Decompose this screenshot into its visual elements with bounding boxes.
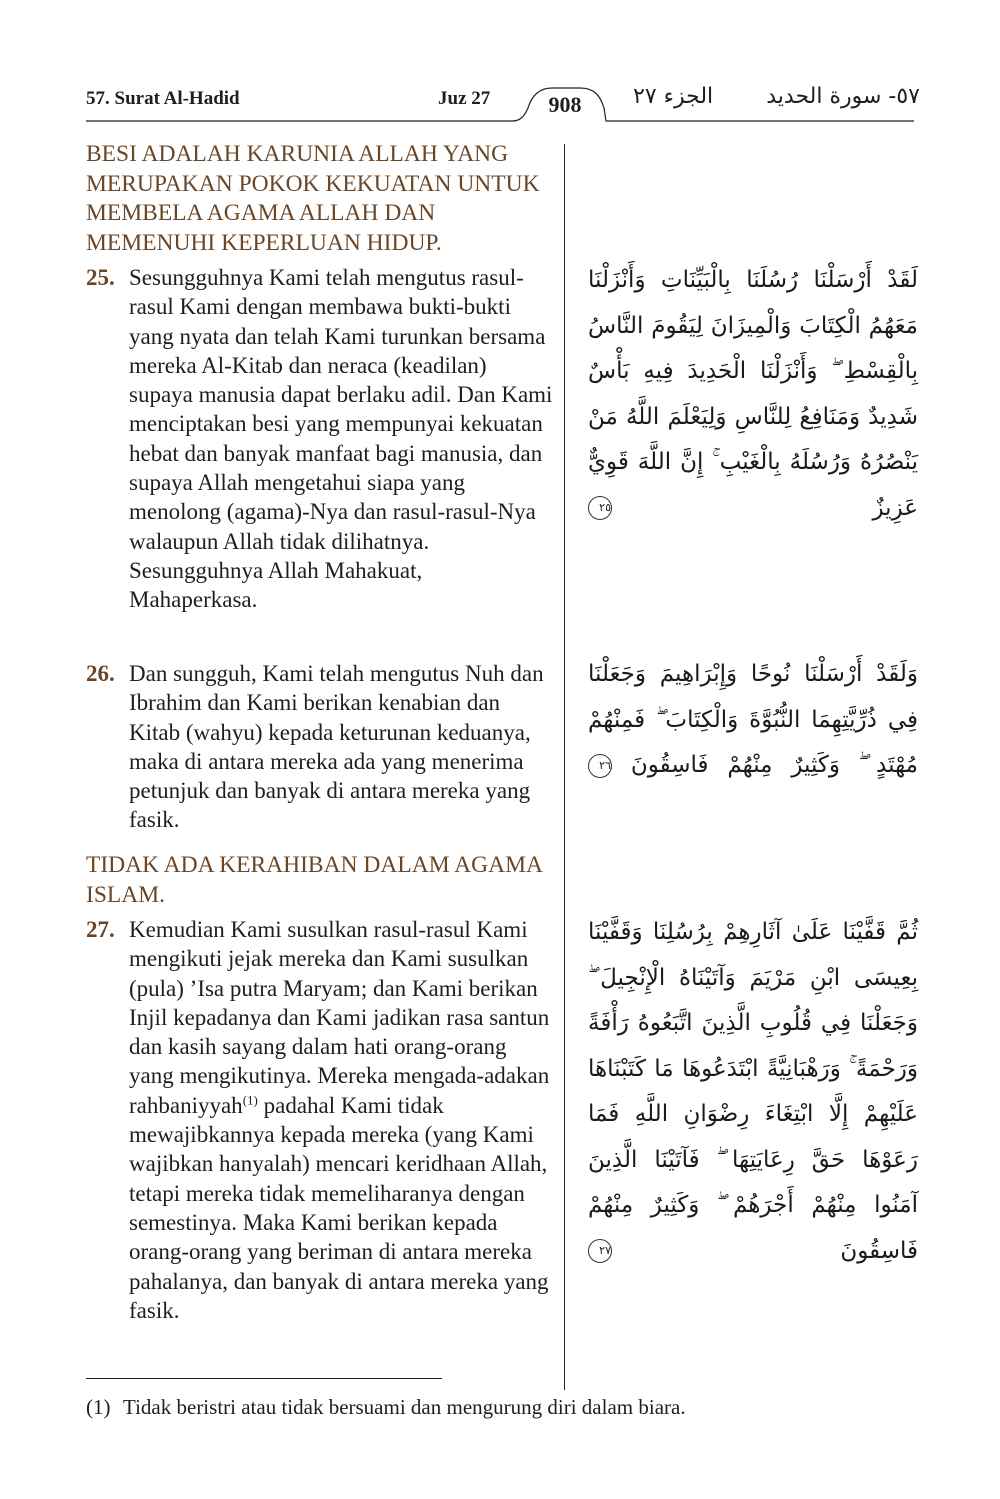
- footnote-reference: (1): [242, 1092, 258, 1108]
- header-rule: [0, 0, 1000, 130]
- juz-label-arabic: الجزء ٢٧: [633, 84, 714, 109]
- surah-title-latin: 57. Surat Al-Hadid: [86, 88, 240, 109]
- page-header: [0, 0, 1000, 130]
- verse-26-translation: [86, 659, 556, 835]
- footnote-rule: [86, 1378, 442, 1379]
- column-divider: [564, 144, 565, 1390]
- ayah-number-marker: ٢٦: [588, 754, 612, 778]
- verse-text-part: Kemudian Kami susulkan rasul-rasul Kami mengikuti jejak mereka dan Kami susulkan (pula) ’Isa putra Maryam; dan Kami berikan Injil kepadanya dan Kami jadikan rasa santun dan kasih sayang dalam hati orang-orang yang mengikutinya. Mereka mengada-adakan rahbaniyyah: [129, 917, 550, 1118]
- page-number: 908: [548, 92, 582, 117]
- verse-number: 25.: [86, 265, 115, 290]
- footnote-number: (1): [86, 1395, 111, 1419]
- arabic-text: وَلَقَدْ أَرْسَلْنَا نُوحًا وَإِبْرَاهِيمَ وَجَعَلْنَا فِي ذُرِّيَّتِهِمَا النُّبُوَّةَ وَالْكِتَابَ ۖ فَمِنْهُمْ مُهْتَدٍ ۖ وَكَثِيرٌ مِنْهُمْ فَاسِقُونَ: [588, 661, 918, 778]
- verse-text-part: padahal Kami tidak mewajibkannya kepada mereka (yang Kami wajibkan hanyalah) mencari keridhaan Allah, tetapi mereka tidak memeliharanya dengan semestinya. Maka Kami berikan kepada orang-orang yang beriman di antara mereka pahalanya, dan banyak di antara mereka yang fasik.: [129, 1092, 549, 1323]
- verse-25-arabic: [588, 258, 918, 531]
- section-heading: TIDAK ADA KERAHIBAN DALAM AGAMA ISLAM.: [86, 852, 542, 908]
- verse-text: Sesungguhnya Kami telah mengutus rasul-rasul Kami dengan membawa bukti-bukti yang nyata dan telah Kami turunkan bersama mereka Al-Kitab dan neraca (keadilan) supaya manusia dapat berlaku adil. Dan Kami menciptakan besi yang mempunyai kekuatan hebat dan banyak manfaat bagi manusia, dan supaya Allah mengetahui siapa yang menolong (agama)-Nya dan rasul-rasul-Nya walaupun Allah tidak dilihatnya. Sesungguhnya Allah Mahakuat, Mahaperkasa.: [129, 265, 553, 613]
- arabic-text: لَقَدْ أَرْسَلْنَا رُسُلَنَا بِالْبَيِّنَاتِ وَأَنْزَلْنَا مَعَهُمُ الْكِتَابَ وَالْمِيزَانَ لِيَقُومَ النَّاسُ بِالْقِسْطِ ۖ وَأَنْزَلْنَا الْحَدِيدَ فِيهِ بَأْسٌ شَدِيدٌ وَمَنَافِعُ لِلنَّاسِ وَلِيَعْلَمَ اللَّهُ مَنْ يَنْصُرُهُ وَرُسُلَهُ بِالْغَيْبِ ۚ إِنَّ اللَّهَ قَوِيٌّ عَزِيزٌ: [588, 267, 918, 521]
- section-heading: BESI ADALAH KARUNIA ALLAH YANG MERUPAKAN POKOK KEKUATAN UNTUK MEMBELA AGAMA ALLAH DAN MEMENUHI KEPERLUAN HIDUP.: [86, 141, 540, 256]
- ayah-number-marker: ٢٥: [588, 496, 612, 520]
- footnote-text: Tidak beristri atau tidak bersuami dan mengurung diri dalam biara.: [123, 1395, 686, 1419]
- juz-label-latin: Juz 27: [438, 88, 491, 109]
- arabic-text: ثُمَّ قَفَّيْنَا عَلَىٰ آثَارِهِمْ بِرُسُلِنَا وَقَفَّيْنَا بِعِيسَى ابْنِ مَرْيَمَ وَآتَيْنَاهُ الْإِنْجِيلَ ۖ وَجَعَلْنَا فِي قُلُوبِ الَّذِينَ اتَّبَعُوهُ رَأْفَةً وَرَحْمَةً ۚ وَرَهْبَانِيَّةً ابْتَدَعُوهَا مَا كَتَبْنَاهَا عَلَيْهِمْ إِلَّا ابْتِغَاءَ رِضْوَانِ اللَّهِ فَمَا رَعَوْهَا حَقَّ رِعَايَتِهَا ۖ فَآتَيْنَا الَّذِينَ آمَنُوا مِنْهُمْ أَجْرَهُمْ ۖ وَكَثِيرٌ مِنْهُمْ فَاسِقُونَ: [588, 919, 918, 1264]
- verse-26-arabic: [588, 652, 918, 789]
- verse-number: 26.: [86, 661, 115, 686]
- verse-text: [129, 915, 556, 1325]
- surah-title-arabic: ٥٧- سورة الحديد: [766, 84, 920, 109]
- verse-27-translation: [86, 915, 556, 1325]
- verse-number: 27.: [86, 917, 115, 942]
- footnote: [86, 1394, 966, 1420]
- ayah-number-marker: ٢٧: [588, 1239, 612, 1263]
- verse-25-translation: [86, 263, 556, 615]
- verse-27-arabic: [588, 910, 918, 1274]
- verse-text: Dan sungguh, Kami telah mengutus Nuh dan Ibrahim dan Kami berikan kenabian dan Kitab (wahyu) kepada keturunan keduanya, maka di antara mereka ada yang menerima petunjuk dan banyak di antara mereka yang fasik.: [129, 661, 544, 833]
